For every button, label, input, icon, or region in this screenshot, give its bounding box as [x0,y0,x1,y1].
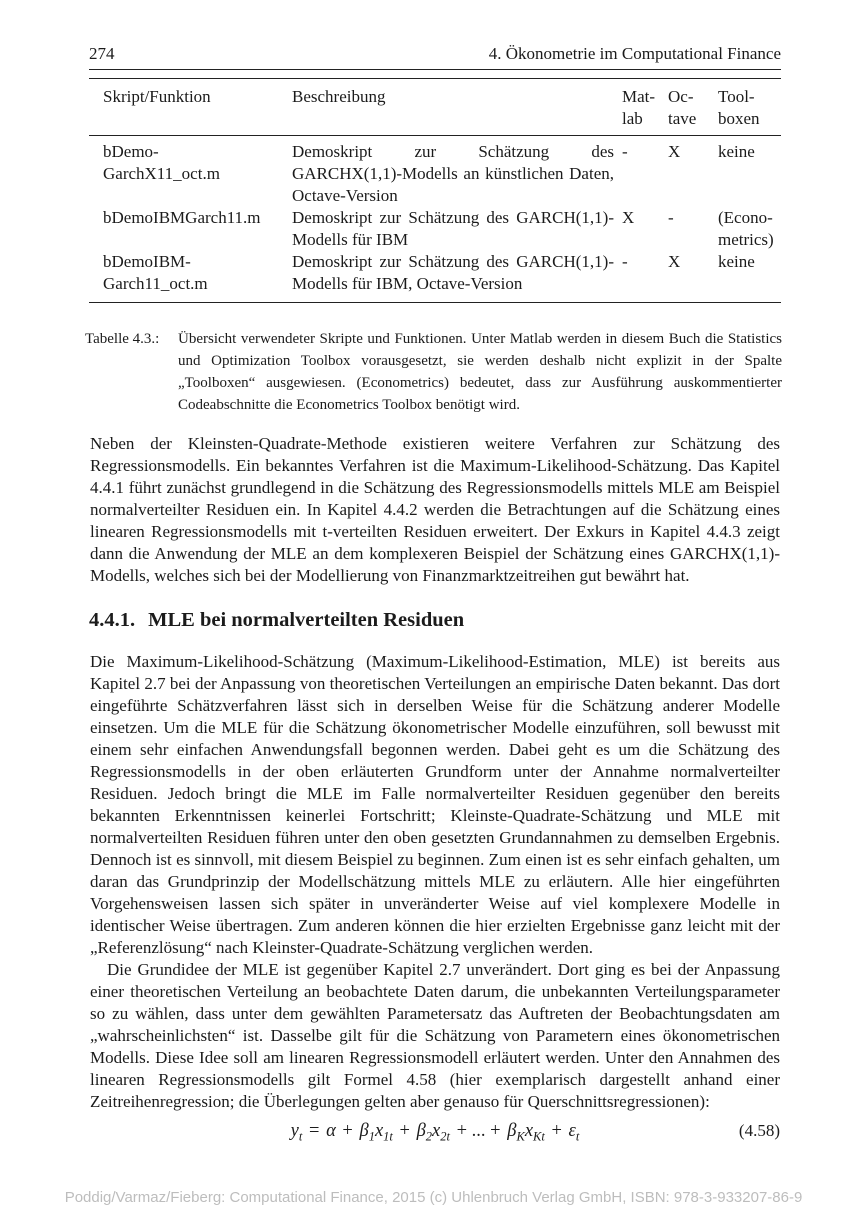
formula-variable: α [326,1121,336,1141]
table-row [89,251,781,295]
cell-matlab: - [622,252,628,271]
equation-number: (4.58) [738,1121,780,1140]
formula-subscript: t [298,1129,303,1144]
section-heading [89,607,781,633]
cell-toolboxes: keine [718,252,755,271]
table-header-row [89,79,781,136]
formula-subscript: 1t [383,1129,393,1144]
cell-script: bDemo- GarchX11_oct.m [103,142,220,183]
section-number: 4.4.1. [89,609,136,631]
formula-4-58 [90,1118,780,1144]
formula-variable: $\beta_1$ [359,1121,375,1144]
cell-toolboxes: keine [718,142,755,161]
table-row [89,141,781,207]
cell-script: bDemoIBM- Garch11_oct.m [103,252,208,293]
table-body [89,136,781,302]
table-row [89,207,781,251]
formula-subscript: t [575,1129,580,1144]
chapter-title: 4. Ökonometrie im Computational Finance [488,44,781,63]
cell-description: Demoskript zur Schätzung des GARCH(1,1)-Modells für IBM [292,208,614,249]
column-header-2: Mat- lab [622,87,656,128]
formula-subscript: Kt [533,1129,545,1144]
formula-variable: $\varepsilon_t$ [568,1121,580,1144]
mle-paragraphs [90,651,780,1113]
formula-operator: + [546,1121,567,1141]
copyright-text: Poddig/Varmaz/Fieberg: Computational Finance, 2015 (c) Uhlenbruch Verlag GmbH, ISBN: 978-3-933207-86-9 [64,1189,803,1206]
cell-matlab: - [622,142,628,161]
formula-operator: + [337,1121,358,1141]
cell-description: Demoskript zur Schätzung des GARCHX(1,1)-Modells an künstlichen Daten, Octave-Version [292,142,614,205]
scripts-table [89,78,781,303]
section-title: MLE bei normalverteilten Residuen [148,609,465,631]
formula-subscript: 1 [368,1129,375,1144]
cell-toolboxes: (Econo- metrics) [718,208,774,249]
column-header-0: Skript/Funktion [103,87,211,106]
column-header-1: Beschreibung [292,87,386,106]
formula-variable: $x_{1t}$ [374,1121,393,1144]
formula-expression [290,1121,580,1144]
paragraph-mle-1: Die Maximum-Likelihood-Schätzung (Maximum-Likelihood-Estimation, MLE) ist bereits aus Kapitel 2.7 bei der Anpassung von theoretischen Verteilungen an empirische Daten bekannt. Das dort eingeführte Schätzverfahren lässt sich in derselben Weise für die Schätzung anderer Modelle einsetzen. Um die MLE für die Schätzung ökonometrischer Modelle einzuführen, soll bewusst mit einem sehr einfachen Anwendungsfall begonnen werden. Dabei geht es um die Schätzung des Regressionsmodells in der oben erläuterten Grundform unter der Annahme normalverteilter Residuen. Jedoch bringt die MLE im Falle normalverteilter Residuen gegenüber den bereits bekannten Erkenntnissen keinerlei Fortschritt; Kleinste-Quadrate-Schätzung und MLE mit normalverteilten Residuen führen unter den oben gesetzten Grundannahmen zu demselben Ergebnis. Dennoch ist es sinnvoll, mit diesem Beispiel zu beginnen. Zum einen ist es sehr einfach gehalten, um daran das Grundprinzip der Modellschätzung mittels MLE zu erläutern. Alle hier eingeführten Vorgehensweisen lassen sich später in unveränderter Weise auf viel komplexere Modelle in identischer Weise übertragen. Zum anderen können die hier erzielten Ergebnisse ganz leicht mit der „Referenzlösung“ nach Kleinster-Quadrate-Schätzung verglichen werden. [90,652,780,957]
table-caption [85,328,782,416]
formula-variable: $x_{Kt}$ [524,1121,545,1144]
formula-operator: = [304,1121,325,1141]
cell-description: Demoskript zur Schätzung des GARCH(1,1)-Modells für IBM, Octave-Version [292,252,614,293]
formula-variable: $\beta_2$ [416,1121,433,1144]
formula-variable: $\beta_K$ [507,1121,525,1144]
formula-operator: + [394,1121,415,1141]
formula-subscript: 2 [425,1129,433,1144]
formula-operator: + ... + [452,1121,506,1141]
page-number: 274 [89,44,115,63]
running-head [89,44,781,70]
formula-variable: $x_{2t}$ [432,1121,450,1144]
formula-subscript: 2t [440,1129,450,1144]
cell-script: bDemoIBMGarch11.m [103,208,261,227]
cell-octave: X [668,142,681,161]
table-caption-label: Tabelle 4.3.: [85,331,160,347]
cell-octave: X [668,252,681,271]
copyright-footer [0,1188,867,1208]
paragraph-intro: Neben der Kleinsten-Quadrate-Methode existieren weitere Verfahren zur Schätzung des Regressionsmodells. Ein bekanntes Verfahren ist die Maximum-Likelihood-Schätzung. Das Kapitel 4.4.1 führt zunächst grundlegend in die Schätzung des Regressionsmodells mittels MLE am Beispiel normalverteilter Residuen ein. In Kapitel 4.4.2 werden die Betrachtungen auf die Schätzung eines linearen Regressionsmodells mit t-verteilten Residuen erweitert. Der Exkurs in Kapitel 4.4.3 zeigt dann die Anwendung der MLE an dem komplexeren Beispiel der Schätzung eines GARCHX(1,1)-Modells, welches sich bei der Modellierung von Finanzmarktzeitreihen gut bewährt hat. [90,434,780,585]
paragraph-mle-2: Die Grundidee der MLE ist gegenüber Kapitel 2.7 unverändert. Dort ging es bei der Anpassung einer theoretischen Verteilung an beobachtete Daten darum, die unbekannten Verteilungsparameter so zu wählen, dass unter dem gewählten Parametersatz das Auftreten der Beobachtungsdaten am „wahrscheinlichsten“ ist. Dasselbe gilt für die Schätzung von Parametern eines ökonometrischen Modells. Diese Idee soll am linearen Regressionsmodell erläutert werden. Unter den Annahmen des linearen Regressionsmodells gilt Formel 4.58 (hier exemplarisch dargestellt anhand einer Zeitreihenregression; die Überlegungen gelten aber genauso für Querschnittsregressionen): [90,960,780,1111]
cell-octave: - [668,208,674,227]
column-header-4: Tool- boxen [718,87,760,128]
formula-variable: $y_t$ [290,1121,303,1144]
cell-matlab: X [622,208,635,227]
table-caption-text: Übersicht verwendeter Skripte und Funktionen. Unter Matlab werden in diesem Buch die Statistics und Optimization Toolbox vorausgesetzt, sie werden deshalb nicht explizit in der Spalte „Toolboxen“ ausgewiesen. (Econometrics) bedeutet, dass zur Ausführung auskommentierter Codeabschnitte die Econometrics Toolbox benötigt wird. [178,331,782,413]
formula-subscript: K [516,1129,525,1144]
column-header-3: Oc- tave [668,87,697,128]
